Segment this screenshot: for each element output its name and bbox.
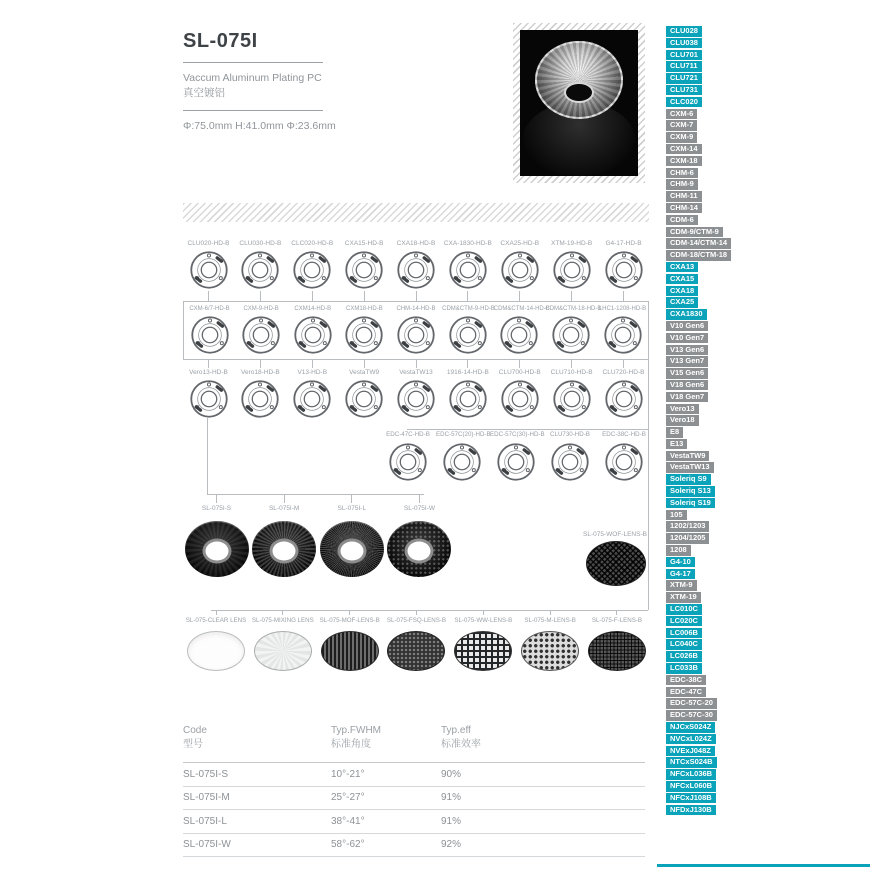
holder-item xyxy=(545,305,602,355)
compat-tag: NJCxS024Z xyxy=(666,722,715,733)
title-block xyxy=(183,30,483,134)
compat-tag: NVExJ048Z xyxy=(666,746,715,757)
holder-item xyxy=(442,305,493,355)
spec-table xyxy=(183,724,645,857)
section-divider-hatch xyxy=(183,203,649,222)
compat-tag: CLU028 xyxy=(666,26,702,37)
holder-diagram-icon xyxy=(500,250,540,290)
holder-label: CHM-14-HD-B xyxy=(396,306,436,312)
lens-item xyxy=(317,611,383,671)
compat-tag: V13 Gen7 xyxy=(666,356,708,367)
compat-tag: V18 Gen7 xyxy=(666,392,708,403)
reflector-cup-image xyxy=(535,41,623,119)
header-fwhm: Typ.FWHM 标准角度 xyxy=(331,725,381,750)
holder-label: EDC-57C(30)-HD-B xyxy=(490,431,545,438)
compat-tag: EDC-47C xyxy=(666,687,706,698)
spec-table-row xyxy=(183,763,645,787)
wof-lens-image xyxy=(586,541,646,586)
holder-row-1 xyxy=(183,240,649,302)
reflector-item xyxy=(386,495,453,577)
compat-tag: CLU038 xyxy=(666,38,702,49)
holder-label: 1916-14-HD-B xyxy=(446,369,489,376)
cell-code: SL-075I-M xyxy=(183,792,230,804)
compat-tag: Soleriq S9 xyxy=(666,474,711,485)
holder-item xyxy=(442,240,493,302)
compat-tag: LC010C xyxy=(666,604,702,615)
compat-tag: LC006B xyxy=(666,628,702,639)
holder-item xyxy=(598,359,649,419)
holder-label: VestaTW9 xyxy=(349,369,380,376)
holder-row-2 xyxy=(184,305,648,355)
holder-diagram-icon xyxy=(292,379,332,419)
compat-tag: CHM-6 xyxy=(666,168,698,179)
lens-image xyxy=(588,631,646,671)
reflector-hole-image xyxy=(564,82,594,103)
compat-tag: CHM-9 xyxy=(666,179,698,190)
lens-label: SL-075-F-LENS-B xyxy=(591,617,643,624)
compat-tag: CXA1830 xyxy=(666,309,707,320)
compat-tag: CXM-9 xyxy=(666,132,697,143)
compat-tag: NFCxJ108B xyxy=(666,793,716,804)
spec-table-row xyxy=(183,834,645,858)
spec-table-row xyxy=(183,787,645,811)
compat-tag: CDM-18/CTM-18 xyxy=(666,250,731,261)
compat-tag: LC020C xyxy=(666,616,702,627)
holder-diagram-icon xyxy=(552,250,592,290)
holder-diagram-icon xyxy=(396,250,436,290)
cell-code: SL-075I-L xyxy=(183,815,227,827)
reflector-row xyxy=(183,495,453,577)
holder-label: CLU730-HD-B xyxy=(550,431,590,438)
reflector-item xyxy=(318,495,385,577)
compat-tag: NFDxJ130B xyxy=(666,805,716,816)
spec-table-header xyxy=(183,724,645,763)
lens-image xyxy=(321,631,379,671)
compat-tag: E13 xyxy=(666,439,687,450)
holder-item xyxy=(598,240,649,302)
cell-fwhm: 25°-27° xyxy=(331,792,365,804)
cell-fwhm: 38°-41° xyxy=(331,815,365,827)
holder-item xyxy=(494,359,545,419)
holder-item xyxy=(236,305,287,355)
lens-item xyxy=(584,611,650,671)
compat-tag: CLU711 xyxy=(666,61,702,72)
compat-tag: VestaTW13 xyxy=(666,462,714,473)
compat-tag: CHM-14 xyxy=(666,203,702,214)
holder-label: CXM18-HD-B xyxy=(346,306,383,312)
lens-row xyxy=(183,611,650,671)
holder-diagram-icon xyxy=(396,379,436,419)
lens-label: SL-075-FSQ-LENS-B xyxy=(386,617,447,624)
lens-image xyxy=(387,631,445,671)
compat-tag: LC033B xyxy=(666,663,702,674)
holder-item xyxy=(339,359,390,419)
compat-tag: V10 Gen7 xyxy=(666,333,708,344)
lens-item xyxy=(383,611,449,671)
holder-label: Vero13-HD-B xyxy=(189,369,228,376)
compat-tag: V15 Gen6 xyxy=(666,368,708,379)
lens-item xyxy=(517,611,583,671)
compat-tag: CHM-11 xyxy=(666,191,702,202)
material-text-cn: 真空镀铝 xyxy=(183,87,225,99)
holder-label: CLU030-HD-B xyxy=(239,240,282,247)
compat-tag: CXM-18 xyxy=(666,156,702,167)
holder-item xyxy=(598,431,650,482)
reflector-image xyxy=(185,521,249,577)
reflector-label: SL-075I-W xyxy=(403,505,435,512)
dimensions-text: Φ:75.0mm H:41.0mm Φ:23.6mm xyxy=(183,120,336,132)
holder-label: CXA-1830-HD-B xyxy=(443,240,492,247)
holder-label: Vero18-HD-B xyxy=(241,369,280,376)
cell-eff: 91% xyxy=(441,792,462,804)
holder-diagram-icon xyxy=(604,442,644,482)
spec-table-row xyxy=(183,810,645,834)
compat-tag: Vero18 xyxy=(666,415,699,426)
reflector-item xyxy=(183,495,250,577)
header-eff: Typ.eff 标准效率 xyxy=(441,725,481,750)
holder-item xyxy=(382,431,434,482)
holder-item xyxy=(490,431,545,482)
reflector-image xyxy=(320,521,384,577)
holder-item xyxy=(339,240,390,302)
holder-label: CLC020-HD-B xyxy=(291,240,334,247)
compat-tag: NFCxL060B xyxy=(666,781,716,792)
holder-diagram-icon xyxy=(344,379,384,419)
compat-tag: V10 Gen6 xyxy=(666,321,708,332)
lens-label: SL-075-WW-LENS-B xyxy=(454,617,513,624)
compat-tag: CXA15 xyxy=(666,274,698,285)
holder-diagram-icon xyxy=(603,315,643,355)
holder-label: CLU020-HD-B xyxy=(187,240,230,247)
compat-tag: CLC020 xyxy=(666,97,702,108)
holder-diagram-icon xyxy=(189,250,229,290)
holder-item xyxy=(339,305,390,355)
compat-tag: CXM-14 xyxy=(666,144,702,155)
compat-tag: G4-10 xyxy=(666,557,695,568)
compat-tag: Soleriq S13 xyxy=(666,486,715,497)
compat-tag: CXA25 xyxy=(666,297,698,308)
holder-diagram-icon xyxy=(292,250,332,290)
lens-item xyxy=(250,611,316,671)
holder-item xyxy=(544,431,596,482)
holder-diagram-icon xyxy=(396,315,436,355)
holder-diagram-icon xyxy=(500,379,540,419)
lens-image xyxy=(521,631,579,671)
holder-item xyxy=(442,359,493,419)
lens-image xyxy=(254,631,312,671)
holder-item xyxy=(287,359,338,419)
material-text-en: Vaccum Aluminum Plating PC xyxy=(183,72,322,84)
compat-tag: XTM-19 xyxy=(666,592,701,603)
holder-item xyxy=(287,305,338,355)
holder-label: LHC1-1208-HD-B xyxy=(598,306,647,312)
holder-label: CXM14-HD-B xyxy=(294,306,332,312)
holder-label: CXA18-HD-B xyxy=(396,240,436,247)
cell-eff: 91% xyxy=(441,815,462,827)
header-code: Code 型号 xyxy=(183,725,207,750)
holder-label: V13-HD-B xyxy=(297,369,328,376)
holder-item xyxy=(546,359,597,419)
holder-item xyxy=(287,240,338,302)
cell-code: SL-075I-S xyxy=(183,768,229,780)
holder-row-4 xyxy=(382,431,650,482)
holder-item xyxy=(235,359,286,419)
holder-diagram-icon xyxy=(604,250,644,290)
connector-right-line xyxy=(648,357,649,610)
footer-accent-line xyxy=(657,864,870,867)
cell-fwhm: 10°-21° xyxy=(331,768,365,780)
cell-fwhm: 58°-62° xyxy=(331,839,365,851)
holder-diagram-icon xyxy=(448,250,488,290)
holder-label: EDC-47C-HD-B xyxy=(386,431,430,438)
holder-item xyxy=(184,305,235,355)
compat-tag: CLU721 xyxy=(666,73,702,84)
holder-label: XTM-19-HD-B xyxy=(551,240,593,247)
holder-item xyxy=(235,240,286,302)
compat-tag: V13 Gen6 xyxy=(666,345,708,356)
title-divider-bottom xyxy=(183,110,323,111)
compat-tag: 1202/1203 xyxy=(666,521,709,532)
holder-diagram-icon xyxy=(241,315,281,355)
holder-diagram-icon xyxy=(442,442,482,482)
cell-eff: 92% xyxy=(441,839,462,851)
reflector-item xyxy=(251,495,318,577)
connector-edc-line xyxy=(407,429,648,430)
holder-label: CXM-9-HD-B xyxy=(243,306,279,312)
holder-diagram-icon xyxy=(293,315,333,355)
compat-tag: CXA13 xyxy=(666,262,698,273)
holder-label: CDM&CTM-18-HD-B xyxy=(545,306,602,312)
compat-tag: LC040C xyxy=(666,639,702,650)
compat-tag: 1204/1205 xyxy=(666,533,709,544)
page-title: SL-075I xyxy=(183,30,258,52)
compat-tag-list xyxy=(666,26,870,816)
lens-item xyxy=(183,611,249,671)
holder-label: CDM&CTM-9-HD-B xyxy=(442,306,495,312)
reflector-image xyxy=(387,521,451,577)
holder-item xyxy=(436,431,491,482)
compat-tag: NFCxL036B xyxy=(666,769,716,780)
holder-diagram-icon xyxy=(344,250,384,290)
holder-diagram-icon xyxy=(190,315,230,355)
compat-tag: V18 Gen6 xyxy=(666,380,708,391)
compat-tag: NVCxL024Z xyxy=(666,734,716,745)
compat-tag: 105 xyxy=(666,510,687,521)
lens-label: SL-075-CLEAR LENS xyxy=(185,617,247,624)
connector-reflector-vline xyxy=(207,418,208,494)
wof-lens-label: SL-075-WOF-LENS-B xyxy=(583,531,647,538)
holder-diagram-icon xyxy=(388,442,428,482)
holder-label: EDC-38C-HD-B xyxy=(602,431,646,438)
holder-diagram-icon xyxy=(552,379,592,419)
cell-code: SL-075I-W xyxy=(183,839,231,851)
reflector-label: SL-075I-L xyxy=(337,505,367,512)
compat-tag: XTM-9 xyxy=(666,580,697,591)
compat-tag: CDM-9/CTM-9 xyxy=(666,227,723,238)
compat-tag: Soleriq S19 xyxy=(666,498,715,509)
holder-diagram-icon xyxy=(448,315,488,355)
holder-item xyxy=(493,305,550,355)
lens-label: SL-075-MIXING LENS xyxy=(251,617,314,624)
holder-label: EDC-57C(20)-HD-B xyxy=(436,431,491,438)
compat-tag: CDM-6 xyxy=(666,215,698,226)
holder-diagram-icon xyxy=(240,250,280,290)
holder-row-2-box xyxy=(183,301,649,360)
lens-image xyxy=(187,631,245,671)
spec-table-body xyxy=(183,763,645,857)
reflector-label: SL-075I-S xyxy=(201,505,232,512)
holder-item xyxy=(391,305,442,355)
holder-diagram-icon xyxy=(499,315,539,355)
lens-label: SL-075-MOF-LENS-B xyxy=(319,617,380,624)
holder-label: CXA15-HD-B xyxy=(344,240,384,247)
holder-label: CLU710-HD-B xyxy=(550,369,593,376)
holder-diagram-icon xyxy=(604,379,644,419)
cell-eff: 90% xyxy=(441,768,462,780)
compat-tag: EDC-57C-30 xyxy=(666,710,717,721)
holder-item xyxy=(183,240,234,302)
compat-tag: CLU731 xyxy=(666,85,702,96)
compat-tag: CLU701 xyxy=(666,50,702,61)
compat-tag: E8 xyxy=(666,427,683,438)
compat-tag: VestaTW9 xyxy=(666,451,709,462)
holder-label: G4-17-HD-B xyxy=(605,240,642,247)
holder-label: CDM&CTM-14-HD-B xyxy=(493,306,550,312)
lens-label: SL-075-M-LENS-B xyxy=(524,617,576,624)
compat-tag: CXM-6 xyxy=(666,109,697,120)
lens-image xyxy=(454,631,512,671)
holder-label: CLU720-HD-B xyxy=(602,369,645,376)
compat-tag: LC026B xyxy=(666,651,702,662)
compat-tag: G4-17 xyxy=(666,569,695,580)
holder-label: VestaTW13 xyxy=(399,369,433,376)
holder-label: CLU700-HD-B xyxy=(498,369,541,376)
holder-row-3 xyxy=(183,359,649,419)
title-divider-top xyxy=(183,62,323,63)
compat-tag: Vero13 xyxy=(666,404,699,415)
product-photo-frame xyxy=(513,23,645,183)
holder-diagram-icon xyxy=(551,315,591,355)
holder-item xyxy=(597,305,648,355)
compat-tag: NTCxS024B xyxy=(666,757,717,768)
lens-item xyxy=(450,611,516,671)
holder-label: CXM-6/7-HD-B xyxy=(189,306,230,312)
compat-tag: CXA18 xyxy=(666,286,698,297)
compat-tag: EDC-57C-20 xyxy=(666,698,717,709)
holder-item xyxy=(494,240,545,302)
holder-item xyxy=(183,359,234,419)
holder-diagram-icon xyxy=(189,379,229,419)
holder-diagram-icon xyxy=(240,379,280,419)
holder-diagram-icon xyxy=(344,315,384,355)
holder-item xyxy=(391,359,442,419)
holder-diagram-icon xyxy=(448,379,488,419)
holder-label: CXA25-HD-B xyxy=(500,240,540,247)
compat-tag: CXM-7 xyxy=(666,120,697,131)
reflector-image xyxy=(252,521,316,577)
holder-item xyxy=(391,240,442,302)
compat-tag: 1208 xyxy=(666,545,691,556)
compat-tag: CDM-14/CTM-14 xyxy=(666,238,731,249)
holder-item xyxy=(546,240,597,302)
holder-diagram-icon xyxy=(496,442,536,482)
reflector-label: SL-075I-M xyxy=(268,505,300,512)
reflector-photo xyxy=(520,30,638,176)
compat-tag: EDC-38C xyxy=(666,675,706,686)
holder-diagram-icon xyxy=(550,442,590,482)
